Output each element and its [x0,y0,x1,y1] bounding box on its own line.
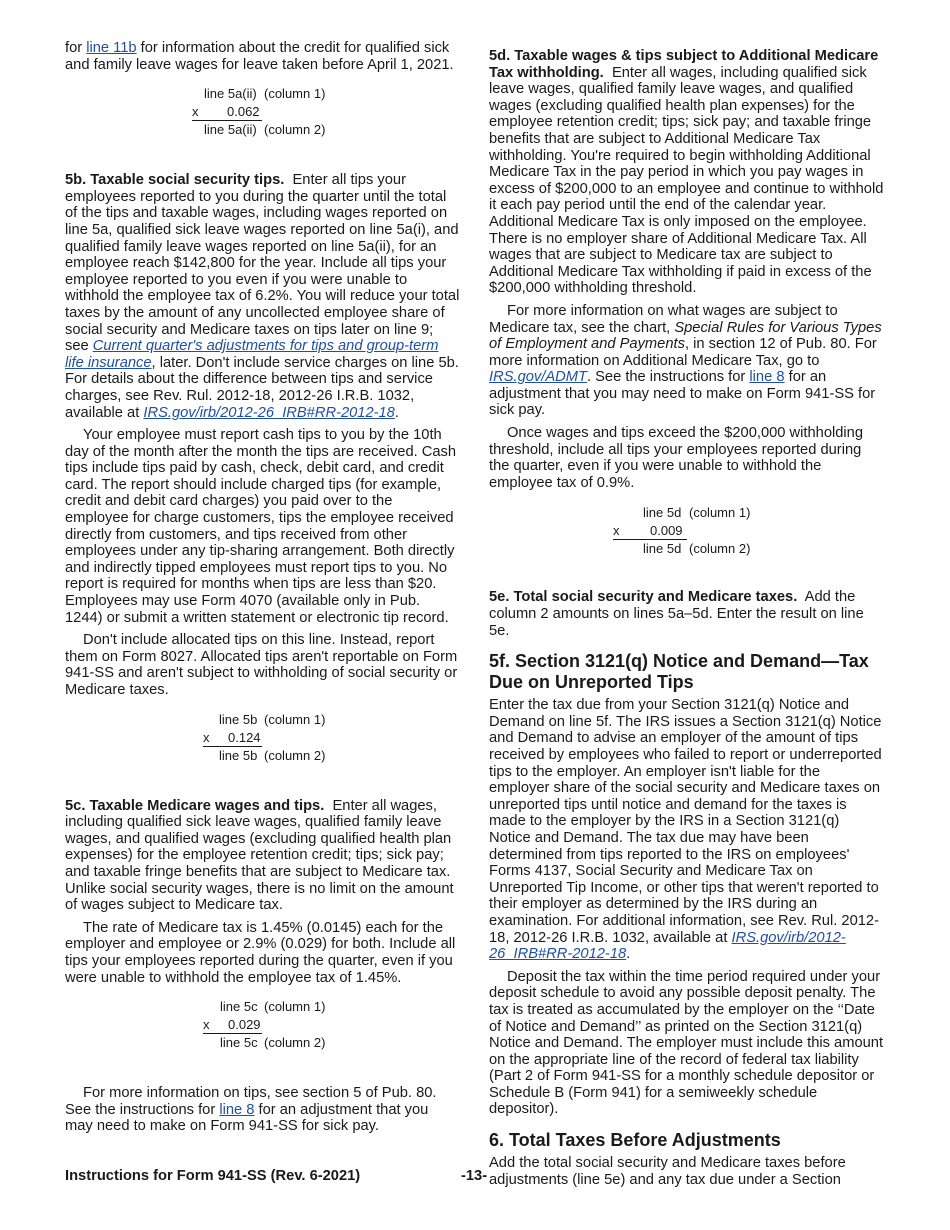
section-6-paragraph: Add the total social security and Medicare taxes before adjustments (line 5e) and any tax due under a Section [489,1155,846,1188]
medicare-rate-paragraph: The rate of Medicare tax is 1.45% (0.0145) each for the employer and employee or 2.9% (0.029) for both. Include all tips your employees reported during the quarter, even if you were unable to withhold the employee tax of 1.45%. [65,919,456,986]
section-5d-paragraph: 5d. Taxable wages & tips subject to Additional Medicare Tax withholding. Enter all wages, including qualified sick leave wages, qualified family leave wages, and qualified wages (excluding qualified health plan expenses) for the employee retention credit; tips; sick pay; and taxable fringe benefits that are subject to Additional Medicare Tax withholding. You're required to begin withholding Additional Medicare Tax in the pay period in which you pay wages in excess of $200,000 to an employee and continue to withhold it each pay period until the end of the calendar year. Additional Medicare Tax is only imposed on the employee. There is no employer share of Additional Medicare Tax. All wages that are subject to Medicare tax are subject to Additional Medicare Tax withholding if paid in excess of the $200,000 withholding threshold. [489,48,884,297]
line-11b-link[interactable]: line 11b [86,40,137,56]
calc-rate: 0.009 [650,523,683,539]
calc-5d [489,503,884,563]
calc-line: line 5d [643,505,682,521]
allocated-tips-paragraph: Don't include allocated tips on this line. Instead, report them on Form 8027. Allocated tips aren't reportable on Form 941-SS and aren't subject to withholding of social security or Medicare taxes. [65,632,458,698]
calc-line: line 5c [220,1035,258,1051]
calc-rate: 0.062 [227,104,260,120]
left-column [65,40,460,1135]
calc-line: line 5a(ii) [204,122,257,138]
calc-col1: (column 1) [264,711,326,727]
irs-admt-link[interactable]: IRS.gov/ADMT [489,369,587,386]
right-column [489,40,884,1188]
page-number: -13- [461,1168,488,1184]
calc-col1: (column 1) [689,505,751,521]
calc-x: x [192,104,199,120]
calc-5c [65,997,460,1057]
calc-rate: 0.124 [228,729,261,745]
calc-x: x [203,729,210,745]
calc-line: line 5d [643,541,682,557]
calc-5a [65,84,460,144]
section-5e-paragraph: 5e. Total social security and Medicare taxes. Add the column 2 amounts on lines 5a–5d. Enter the result on line 5e. [489,589,864,639]
section-6-heading: 6. Total Taxes Before Adjustments [489,1130,781,1151]
irb-link[interactable]: IRS.gov/irb/2012-26_IRB#RR-2012-18 [143,404,395,421]
cash-tips-paragraph: Your employee must report cash tips to you by the 10th day of the month after the month the tips are received. Cash tips include tips paid by cash, check, debit card, and credit card. The report should include charged tips (for example, credit and debit card charges) you paid over to the employee for charge customers, tips the employee received directly from customers, and tips received from other employees under any tip-sharing arrangement. Both directly and indirectly tipped employees must report tips to you. No report is required for months when tips are less than $20. Employees may use Form 4070 (available only in Pub. 1244) or submit a written statement or electronic tip record. [65,427,457,626]
calc-line: line 5c [220,999,258,1015]
calc-col2: (column 2) [264,747,326,763]
calc-col2: (column 2) [689,541,751,557]
calc-line: line 5a(ii) [204,86,257,102]
section-5c-heading: 5c. Taxable Medicare wages and tips. [65,797,325,814]
calc-rate: 0.029 [228,1017,261,1033]
line-8-link[interactable]: line 8 [749,369,785,386]
deposit-paragraph: Deposit the tax within the time period required under your deposit schedule to avoid any possible deposit penalty. The tax is treated as accumulated by the employer on the ‘‘Date of Notice and Demand’’ as printed on the Section 3121(q) Notice and Demand. The employer must include this amount on the appropriate line of the record of federal tax liability (Part 2 of Form 941-SS for a monthly schedule depositor or Schedule B (Form 941) for a semiweekly schedule depositor). [489,968,884,1118]
calc-col1: (column 1) [264,86,326,102]
medicare-more-info-paragraph: For more information on what wages are subject to Medicare tax, see the chart, Special Rules for Various Types of Employment and Payments, in section 12 of Pub. 80. For more information on Additional Medicare Tax, go to IRS.gov/ADMT. See the instructions for line 8 for an adjustment that you may need to make on Form 941-SS for sick pay. [489,302,882,419]
line-8-link[interactable]: line 8 [219,1101,255,1118]
calc-x: x [203,1017,210,1033]
special-rules-title: Special Rules for Various Types of Employment and Payments [489,319,882,353]
threshold-paragraph: Once wages and tips exceed the $200,000 withholding threshold, include all tips your employees reported during the quarter, even if you were unable to withhold the employee tax of 0.9%. [489,425,864,491]
section-5f-paragraph: Enter the tax due from your Section 3121(q) Notice and Demand on line 5f. The IRS issues a Section 3121(q) Notice and Demand to advise an employer of the amount of tips received by employees who failed to report or underreported tips to the employer. An employer isn't liable for the employer share of the social security and Medicare taxes on unreported tips until notice and demand for the taxes is made to the employer by the IRS in a Section 3121(q) Notice and Demand. The tax due may have been determined from tips reported to the IRS on employees' Forms 4137, Social Security and Medicare Tax on Unreported Tip Income, or other tips that weren't reported to their employer as determined by the IRS during an examination. For additional information, see Rev. Rul. 2012-18, 2012-26 I.R.B. 1032, available at IRS.gov/irb/2012-26_IRB#RR-2012-18. [489,697,882,963]
calc-col2: (column 2) [264,1035,326,1051]
section-5f-heading: 5f. Section 3121(q) Notice and Demand—Tax Due on Unreported Tips [489,651,869,693]
calc-5b [65,710,460,770]
calc-line: line 5b [219,747,258,763]
intro-paragraph: for line 11b for information about the credit for qualified sick and family leave wages for leave taken before April 1, 2021. [65,40,454,73]
tips-adjustments-link[interactable]: Current quarter's adjustments for tips and group-term life insurance [65,338,439,371]
section-5b-paragraph: 5b. Taxable social security tips. Enter all tips your employees reported to you during the quarter until the total of the tips and taxable wages, including wages reported on line 5a, qualified sick leave wages reported on line 5a(i), and qualified family leave wages reported on line 5a(ii), for an employee reach $142,800 for the year. Include all tips your employee reported to you even if you were unable to withhold the employee tax of 6.2%. You will reduce your total taxes by the amount of any uncollected employee share of social security and Medicare taxes on tips later on line 9; see Current quarter's adjustments for tips and group-term life insurance, later. Don't include service charges on line 5b. For details about the difference between tips and service charges, see Rev. Rul. 2012-18, 2012-26 I.R.B. 1032, available at IRS.gov/irb/2012-26_IRB#RR-2012-18. [65,172,460,421]
calc-col1: (column 1) [264,999,326,1015]
more-info-tips-paragraph: For more information on tips, see section 5 of Pub. 80. See the instructions for line 8 for an adjustment that you may need to make on Form 941-SS for sick pay. [65,1085,437,1135]
section-5e-heading: 5e. Total social security and Medicare taxes. [489,589,798,606]
footer-form-title: Instructions for Form 941-SS (Rev. 6-2021) [65,1168,361,1184]
calc-line: line 5b [219,711,258,727]
calc-col2: (column 2) [264,122,326,138]
section-5c-paragraph: 5c. Taxable Medicare wages and tips. Enter all wages, including qualified sick leave wages, qualified family leave wages, and qualified wages (excluding qualified health plan expenses) for the employee retention credit; tips; sick pay; and taxable fringe benefits that are subject to Medicare tax. Unlike social security wages, there is no limit on the amount of wages subject to Medicare tax. [65,797,454,914]
irb-link[interactable]: IRS.gov/irb/2012-26_IRB#RR-2012-18 [489,929,846,963]
section-5d-heading: 5d. Taxable wages & tips subject to Additional Medicare Tax withholding. [489,48,879,81]
section-5b-heading: 5b. Taxable social security tips. [65,172,285,189]
calc-x: x [613,523,620,539]
